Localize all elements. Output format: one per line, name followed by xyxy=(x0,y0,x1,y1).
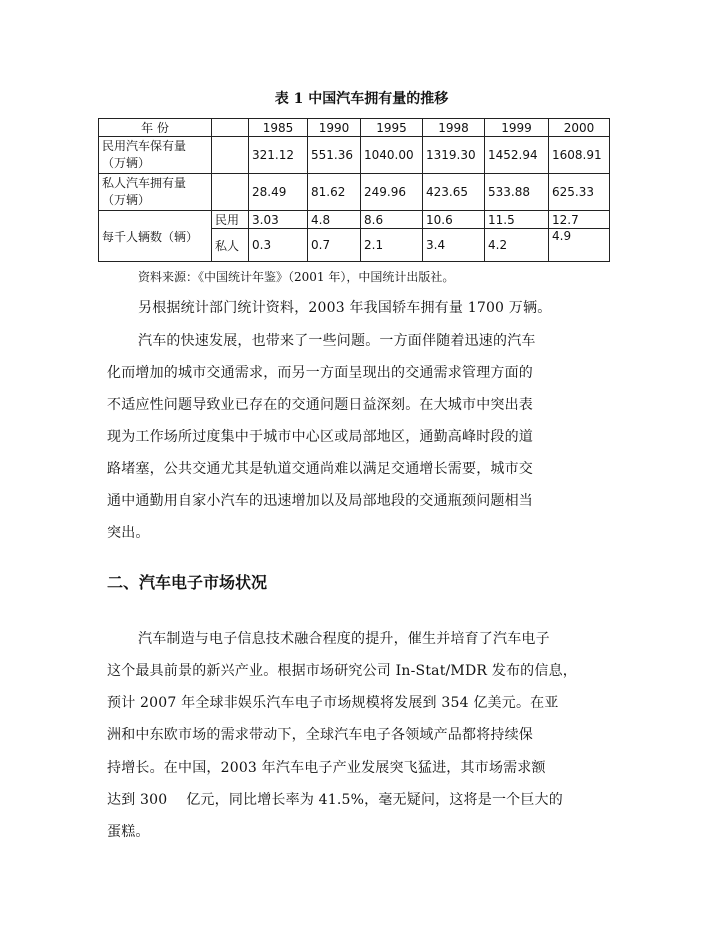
year-cell: 1990 xyxy=(308,119,361,137)
paragraph-line: 汽车的快速发展，也带来了一些问题。一方面伴随着迅速的汽车 xyxy=(138,333,536,349)
row-label-line: （万辆） xyxy=(102,156,151,170)
paragraph-line: 达到 300 亿元，同比增长率为 41.5%，毫无疑问，这将是一个巨大的 xyxy=(107,792,563,808)
year-cell: 1998 xyxy=(423,119,485,137)
year-header: 年 份 xyxy=(99,119,212,137)
table-cell: 4.2 xyxy=(485,229,549,262)
sub-label: 私人 xyxy=(212,229,249,262)
paragraph-line: 现为工作场所过度集中于城市中心区或局部地区，通勤高峰时段的道 xyxy=(107,429,533,445)
paragraph-line: 这个最具前景的新兴产业。根据市场研究公司 In-Stat/MDR 发布的信息， xyxy=(107,663,577,679)
table-cell: 12.7 xyxy=(549,211,610,229)
paragraph-line: 预计 2007 年全球非娱乐汽车电子市场规模将发展到 354 亿美元。在亚 xyxy=(107,695,559,711)
row-label-line: 民用汽车保有量 xyxy=(102,139,187,153)
empty-cell xyxy=(212,174,249,211)
table-cell: 8.6 xyxy=(361,211,423,229)
paragraph-line: 化而增加的城市交通需求，而另一方面呈现出的交通需求管理方面的 xyxy=(107,365,533,381)
year-cell: 2000 xyxy=(549,119,610,137)
table-cell: 3.4 xyxy=(423,229,485,262)
table-source: 资料来源：《中国统计年鉴》（2001 年），中国统计出版社。 xyxy=(138,270,455,284)
paragraph-line: 另根据统计部门统计资料，2003 年我国轿车拥有量 1700 万辆。 xyxy=(138,300,552,316)
row-label xyxy=(99,137,212,174)
table-cell: 625.33 xyxy=(549,174,610,211)
table-cell: 1608.91 xyxy=(549,137,610,174)
table-cell: 3.03 xyxy=(249,211,308,229)
empty-cell xyxy=(212,119,249,137)
paragraph-line: 路堵塞，公共交通尤其是轨道交通尚难以满足交通增长需要，城市交 xyxy=(107,461,533,477)
table-cell: 249.96 xyxy=(361,174,423,211)
table-cell: 28.49 xyxy=(249,174,308,211)
table-cell: 423.65 xyxy=(423,174,485,211)
table-cell: 1452.94 xyxy=(485,137,549,174)
section-heading: 二、汽车电子市场状况 xyxy=(107,573,268,592)
year-cell: 1985 xyxy=(249,119,308,137)
year-cell: 1999 xyxy=(485,119,549,137)
table-title: 表 1 中国汽车拥有量的推移 xyxy=(274,91,449,107)
paragraph-line: 汽车制造与电子信息技术融合程度的提升，催生并培育了汽车电子 xyxy=(138,631,550,647)
paragraph-line: 突出。 xyxy=(107,525,150,541)
sub-label: 民用 xyxy=(212,211,249,229)
empty-cell xyxy=(212,137,249,174)
table-cell: 551.36 xyxy=(308,137,361,174)
year-cell: 1995 xyxy=(361,119,423,137)
table-row-civil xyxy=(99,137,610,174)
table-cell: 0.3 xyxy=(249,229,308,262)
table-row-private xyxy=(99,174,610,211)
table-row-per-thousand-civil xyxy=(99,211,610,229)
paragraph-line: 持增长。在中国，2003 年汽车电子产业发展突飞猛进，其市场需求额 xyxy=(107,760,546,776)
table-cell: 2.1 xyxy=(361,229,423,262)
table-cell: 10.6 xyxy=(423,211,485,229)
paragraph-line: 不适应性问题导致业已存在的交通问题日益深刻。在大城市中突出表 xyxy=(107,397,533,413)
paragraph-line: 蛋糕。 xyxy=(107,824,150,840)
table-cell: 0.7 xyxy=(308,229,361,262)
table-cell: 11.5 xyxy=(485,211,549,229)
table-cell: 4.9 xyxy=(549,229,610,262)
table-cell: 533.88 xyxy=(485,174,549,211)
car-ownership-table xyxy=(98,118,610,262)
row-label-line: （万辆） xyxy=(102,193,151,207)
table-header-row xyxy=(99,119,610,137)
row-label-line: 私人汽车拥有量 xyxy=(102,176,187,190)
table-cell: 1319.30 xyxy=(423,137,485,174)
table-cell: 81.62 xyxy=(308,174,361,211)
table-cell: 321.12 xyxy=(249,137,308,174)
row-label: 每千人辆数（辆） xyxy=(99,211,212,262)
row-label xyxy=(99,174,212,211)
paragraph-line: 通中通勤用自家小汽车的迅速增加以及局部地段的交通瓶颈问题相当 xyxy=(107,493,533,509)
table-cell: 4.8 xyxy=(308,211,361,229)
table-cell: 1040.00 xyxy=(361,137,423,174)
paragraph-line: 洲和中东欧市场的需求带动下，全球汽车电子各领域产品都将持续保 xyxy=(107,727,533,743)
